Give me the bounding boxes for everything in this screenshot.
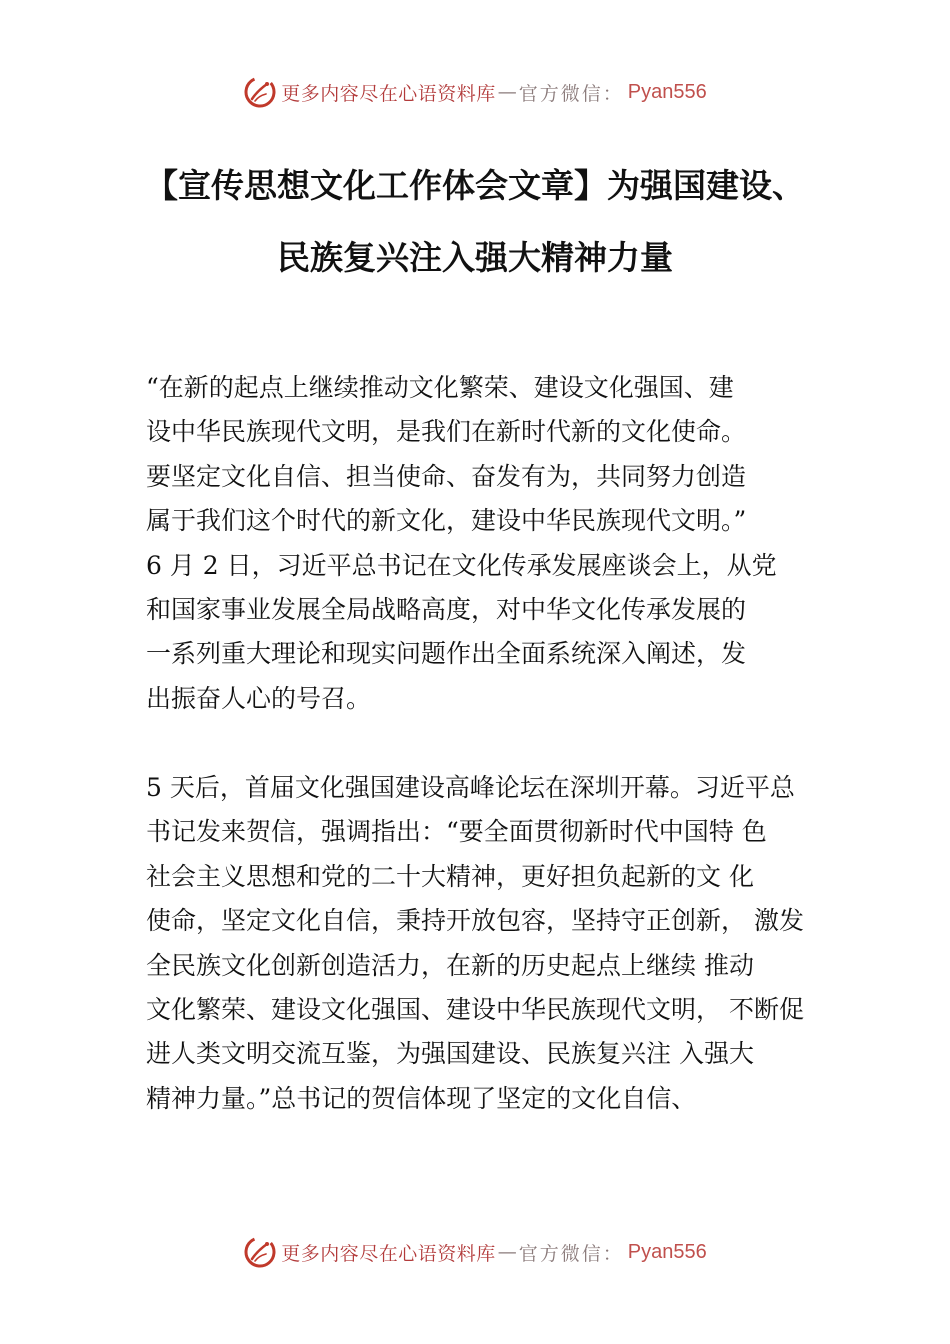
text-line: 社会主义思想和党的二十大精神，更好担负起新的文 化 (146, 861, 754, 891)
header-banner (0, 72, 950, 112)
footer-banner (0, 1232, 950, 1272)
title-line: 民族复兴注入强大精神力量 (277, 238, 673, 277)
text-line: 6 月 2 日，习近平总书记在文化传承发展座谈会上，从党 (146, 550, 777, 580)
text-line: 5 天后，首届文化强国建设高峰论坛在深圳开幕。习近平总 (146, 773, 795, 802)
text-line: 出振奋人心的号召。 (146, 683, 372, 713)
banner-wechat-id: Pyan556 (627, 80, 707, 103)
text-line: 精神力量。”总书记的贺信体现了坚定的文化自信、 (146, 1083, 697, 1113)
banner-label: 官方微信： (518, 1242, 624, 1265)
text-line: 要坚定文化自信、担当使命、奋发有为，共同努力创造 (146, 461, 747, 491)
brush-circle-logo-icon (243, 1235, 277, 1269)
text-line: 一系列重大理论和现实问题作出全面系统深入阐述，发 (146, 639, 747, 669)
text-line: 属于我们这个时代的新文化，建设中华民族现代文明。” (146, 506, 747, 536)
text-line: 设中华民族现代文明，是我们在新时代新的文化使命。 (146, 417, 747, 447)
text-line: 全民族文化创新创造活力，在新的历史起点上继续 推动 (146, 950, 754, 980)
banner-text: 更多内容尽在心语资料库 (281, 82, 496, 105)
text-line: 文化繁荣、建设文化强国、建设中华民族现代文明， 不断促 (146, 995, 804, 1025)
title-line: 【宣传思想文化工作体会文章】为强国建设、 (145, 166, 805, 205)
text-line: 和国家事业发展全局战略高度，对中华文化传承发展的 (146, 595, 747, 625)
brush-circle-logo-icon (243, 75, 277, 109)
banner-separator: — (497, 1241, 517, 1263)
banner-separator: — (497, 81, 517, 103)
banner-text: 更多内容尽在心语资料库 (281, 1242, 496, 1265)
paragraph-2 (146, 766, 836, 1121)
banner-wechat-id: Pyan556 (627, 1240, 707, 1263)
text-line: 书记发来贺信，强调指出：“要全面贯彻新时代中国特 色 (146, 817, 767, 847)
text-line: 进人类文明交流互鉴，为强国建设、民族复兴注 入强大 (146, 1039, 754, 1069)
text-line: “在新的起点上继续推动文化繁荣、建设文化强国、建 (146, 373, 734, 402)
document-title (110, 150, 840, 294)
paragraph-1 (146, 366, 836, 721)
text-line: 使命，坚定文化自信，秉持开放包容，坚持守正创新， 激发 (146, 906, 804, 936)
banner-label: 官方微信： (518, 82, 624, 105)
